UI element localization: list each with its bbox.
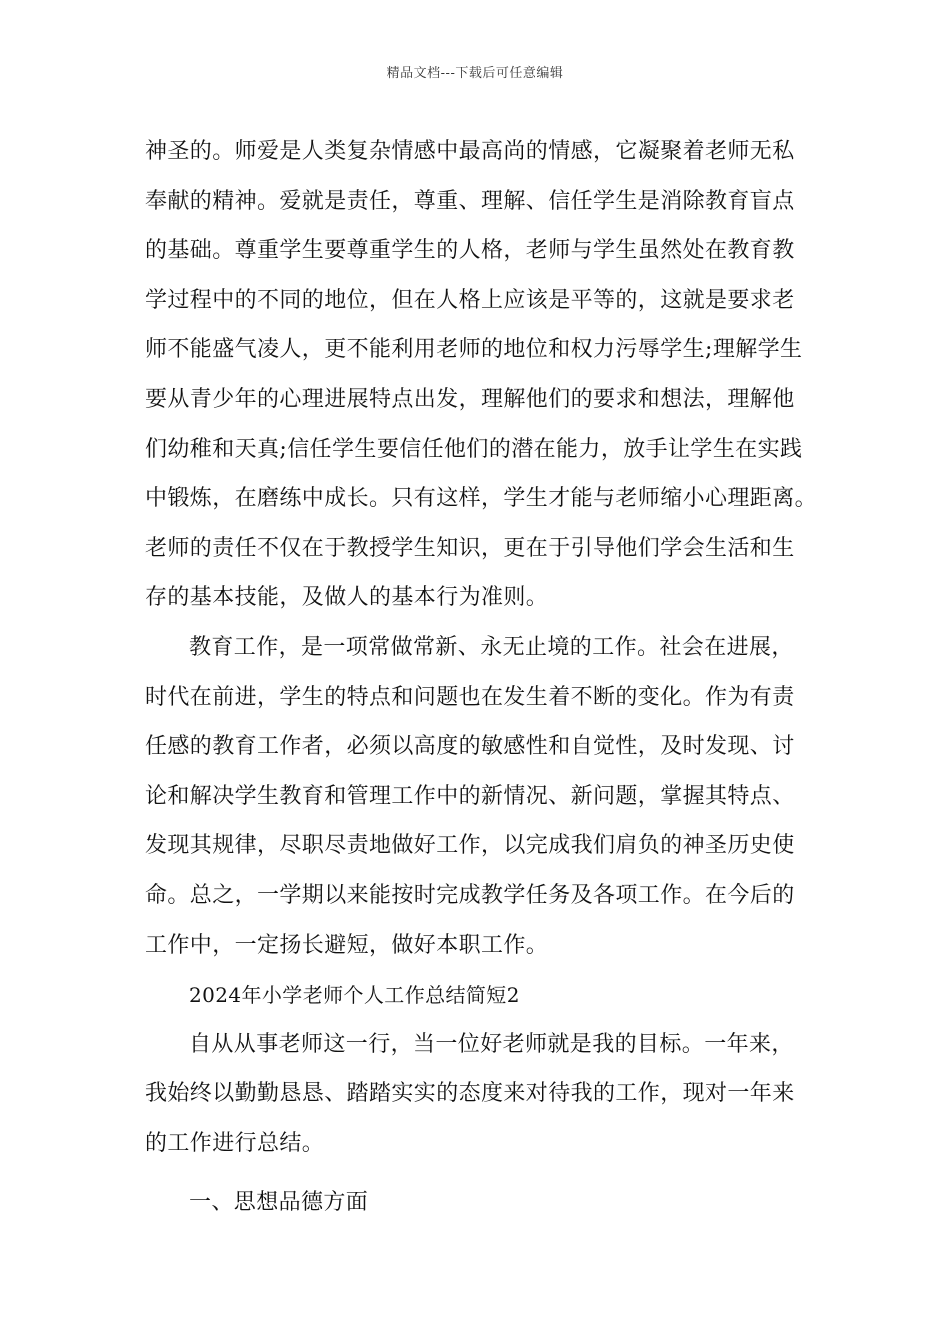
text-line: 学过程中的不同的地位，但在人格上应该是平等的，这就是要求老 — [145, 287, 795, 313]
text-line: 老师的责任不仅在于教授学生知识，更在于引导他们学会生活和生 — [145, 535, 795, 561]
text-line: 的基础。尊重学生要尊重学生的人格，老师与学生虽然处在教育教 — [145, 238, 795, 264]
subsection-heading: 一、思想品德方面 — [189, 1190, 369, 1216]
text-line: 要从青少年的心理进展特点出发，理解他们的要求和想法，理解他 — [145, 386, 795, 412]
text-line: 发现其规律，尽职尽责地做好工作，以完成我们肩负的神圣历史使 — [145, 833, 795, 859]
text-line: 奉献的精神。爱就是责任，尊重、理解、信任学生是消除教育盲点 — [145, 188, 795, 214]
text-line: 任感的教育工作者，必须以高度的敏感性和自觉性，及时发现、讨 — [145, 734, 795, 760]
page-header: 精品文档---下载后可任意编辑 — [386, 66, 564, 81]
text-line: 中锻炼，在磨练中成长。只有这样，学生才能与老师缩小心理距离。 — [145, 486, 818, 512]
text-line: 存的基本技能，及做人的基本行为准则。 — [145, 585, 549, 611]
section-title: 2024年小学老师个人工作总结简短2 — [189, 983, 520, 1008]
spacer — [145, 1174, 815, 1184]
text-line: 们幼稚和天真;信任学生要信任他们的潜在能力，放手让学生在实践 — [145, 436, 803, 462]
text-line: 师不能盛气凌人，更不能利用老师的地位和权力污辱学生;理解学生 — [145, 337, 803, 363]
document-body — [145, 133, 818, 1234]
text-line: 命。总之，一学期以来能按时完成教学任务及各项工作。在今后的 — [145, 882, 795, 908]
text-line: 论和解决学生教育和管理工作中的新情况、新问题，掌握其特点、 — [145, 783, 795, 809]
text-line: 的工作进行总结。 — [145, 1130, 325, 1156]
text-line: 工作中，一定扬长避短，做好本职工作。 — [145, 932, 549, 958]
text-line: 神圣的。师爱是人类复杂情感中最高尚的情感，它凝聚着老师无私 — [145, 139, 795, 164]
text-line: 时代在前进，学生的特点和问题也在发生着不断的变化。作为有责 — [145, 684, 795, 710]
paragraph-start-line: 自从从事老师这一行，当一位好老师就是我的目标。一年来， — [189, 1031, 794, 1057]
paragraph-start-line: 教育工作，是一项常做常新、永无止境的工作。社会在进展， — [189, 634, 794, 660]
text-line: 我始终以勤勤恳恳、踏踏实实的态度来对待我的工作，现对一年来 — [145, 1081, 795, 1107]
